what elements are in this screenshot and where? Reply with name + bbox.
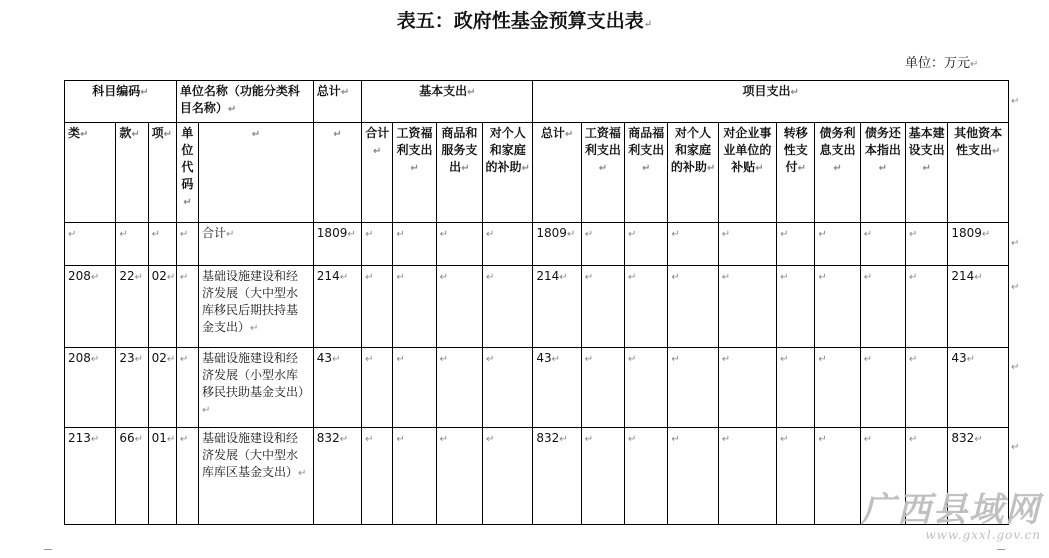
cell-empty: ↵ — [483, 428, 533, 525]
cell-xiang: 02↵ — [148, 266, 176, 348]
cell-lei: 213↵ — [65, 428, 116, 525]
col-proj-construction: 基本建设支出↵ — [906, 123, 948, 223]
header-basic: 基本支出↵ — [362, 81, 533, 123]
cell-empty: ↵ — [668, 348, 718, 428]
cell-proj-other: 1809↵ — [948, 223, 1009, 266]
col-basic-wage: 工资福利支出↵ — [393, 123, 436, 223]
cell-empty: ↵ — [436, 348, 482, 428]
col-proj-debt-principal: 债务还本指出↵ — [860, 123, 905, 223]
cell-empty: ↵ — [581, 348, 624, 428]
cell-kuan: 23↵ — [116, 348, 148, 428]
cell-empty: ↵ — [581, 266, 624, 348]
row-end-mark: ↵ — [1011, 362, 1020, 373]
cell-proj-other: 832↵ — [948, 428, 1009, 525]
cell-empty: ↵ — [483, 348, 533, 428]
cell-empty: ↵ — [393, 428, 436, 525]
unit-label: 单位：万元↵ — [905, 56, 979, 71]
col-basic-goods: 商品和服务支出↵ — [436, 123, 482, 223]
cell-empty: ↵ — [906, 266, 948, 348]
cell-empty: ↵ — [393, 266, 436, 348]
cell-proj-total: 832↵ — [533, 428, 581, 525]
cell-empty: ↵ — [815, 348, 860, 428]
header-code-group: 科目编码↵ — [65, 81, 177, 123]
cell-empty: ↵ — [483, 266, 533, 348]
col-basic-personal: 对个人和家庭的补助↵ — [483, 123, 533, 223]
cell-empty: ↵ — [625, 266, 668, 348]
col-lei: 类↵ — [65, 123, 116, 223]
cell-empty: ↵ — [906, 348, 948, 428]
table-row — [65, 223, 1009, 266]
col-proj-debt-interest: 债务利息支出↵ — [815, 123, 860, 223]
col-xiang: 项↵ — [148, 123, 176, 223]
col-unit-code: 单位代码↵ — [176, 123, 198, 223]
cell-empty: ↵ — [668, 223, 718, 266]
cell-name: 合计↵ — [198, 223, 313, 266]
cell-empty: ↵ — [777, 266, 815, 348]
cell-name: 基础设施建设和经济发展（小型水库移民扶助基金支出）↵ — [198, 348, 313, 428]
cell-empty: ↵ — [362, 266, 393, 348]
cell-empty: ↵ — [815, 428, 860, 525]
col-proj-enterprise: 对企业事业单位的补贴↵ — [718, 123, 776, 223]
col-basic-total: 合计↵ — [362, 123, 393, 223]
cell-kuan: 22↵ — [116, 266, 148, 348]
col-proj-transfer: 转移性支付↵ — [777, 123, 815, 223]
cell-proj-total: 43↵ — [533, 348, 581, 428]
col-proj-personal: 对个人和家庭的补助↵ — [668, 123, 718, 223]
cell-empty: ↵ — [906, 223, 948, 266]
cell-empty: ↵ — [860, 223, 905, 266]
row-end-mark: ↵ — [1011, 282, 1020, 293]
col-proj-wage: 工资福利支出↵ — [581, 123, 624, 223]
cell-proj-other: 214↵ — [948, 266, 1009, 348]
cell-code: ↵ — [176, 223, 198, 266]
cell-empty: ↵ — [668, 428, 718, 525]
cell-empty: ↵ — [718, 266, 776, 348]
cell-name: 基础设施建设和经济发展（大中型水库库区基金支出）↵ — [198, 428, 313, 525]
cell-total: 1809↵ — [313, 223, 361, 266]
cell-lei: 208↵ — [65, 266, 116, 348]
cell-name: 基础设施建设和经济发展（大中型水库移民后期扶持基金支出）↵ — [198, 266, 313, 348]
cell-empty: ↵ — [581, 223, 624, 266]
cell-total: 832↵ — [313, 428, 361, 525]
cell-empty: ↵ — [581, 428, 624, 525]
page-title: 表五：政府性基金预算支出表↵ — [396, 10, 653, 32]
cell-lei: 208↵ — [65, 348, 116, 428]
header-project: 项目支出↵ — [533, 81, 1009, 123]
table-row — [65, 348, 1009, 428]
cell-empty: ↵ — [860, 428, 905, 525]
cell-empty: ↵ — [625, 223, 668, 266]
cell-empty: ↵ — [436, 223, 482, 266]
cell-code: ↵ — [176, 266, 198, 348]
cell-empty: ↵ — [436, 428, 482, 525]
cell-empty: ↵ — [777, 428, 815, 525]
cell-empty: ↵ — [393, 223, 436, 266]
cell-empty: ↵ — [777, 348, 815, 428]
table-row — [65, 266, 1009, 348]
budget-table — [64, 80, 1009, 525]
cell-empty: ↵ — [815, 223, 860, 266]
cell-total: 43↵ — [313, 348, 361, 428]
cell-kuan: ↵ — [116, 223, 148, 266]
cell-empty: ↵ — [362, 223, 393, 266]
row-end-mark: ↵ — [1011, 442, 1020, 453]
cell-proj-total: 1809↵ — [533, 223, 581, 266]
cell-xiang: ↵ — [148, 223, 176, 266]
row-end-mark: ↵ — [1011, 238, 1020, 249]
cell-xiang: 02↵ — [148, 348, 176, 428]
cell-empty: ↵ — [718, 348, 776, 428]
cell-empty: ↵ — [860, 266, 905, 348]
cell-empty: ↵ — [718, 428, 776, 525]
cell-empty: ↵ — [625, 428, 668, 525]
cell-empty: ↵ — [483, 223, 533, 266]
cell-kuan: 66↵ — [116, 428, 148, 525]
col-total-empty: ↵ — [313, 123, 361, 223]
col-proj-goods: 商品福利支出↵ — [625, 123, 668, 223]
cell-empty: ↵ — [777, 223, 815, 266]
cell-xiang: 01↵ — [148, 428, 176, 525]
col-proj-other: 其他资本性支出↵ — [948, 123, 1009, 223]
cell-empty: ↵ — [860, 348, 905, 428]
cell-empty: ↵ — [393, 348, 436, 428]
col-kuan: 款↵ — [116, 123, 148, 223]
header-total: 总计↵ — [313, 81, 361, 123]
cell-empty: ↵ — [362, 348, 393, 428]
cell-total: 214↵ — [313, 266, 361, 348]
header-unit-name: 单位名称（功能分类科目名称）↵ — [176, 81, 313, 123]
cell-empty: ↵ — [815, 266, 860, 348]
cell-empty: ↵ — [362, 428, 393, 525]
watermark-logo: 广西县域网 www.gxxl.gov.cn — [861, 490, 1041, 542]
cell-empty: ↵ — [718, 223, 776, 266]
cell-empty: ↵ — [625, 348, 668, 428]
cell-lei: ↵ — [65, 223, 116, 266]
cell-empty: ↵ — [906, 428, 948, 525]
row-end-mark: ↵ — [1011, 96, 1020, 107]
cell-proj-other: 43↵ — [948, 348, 1009, 428]
cell-code: ↵ — [176, 428, 198, 525]
cell-code: ↵ — [176, 348, 198, 428]
col-proj-total: 总计↵ — [533, 123, 581, 223]
col-name-empty: ↵ — [198, 123, 313, 223]
cell-empty: ↵ — [668, 266, 718, 348]
cell-proj-total: 214↵ — [533, 266, 581, 348]
cell-empty: ↵ — [436, 266, 482, 348]
